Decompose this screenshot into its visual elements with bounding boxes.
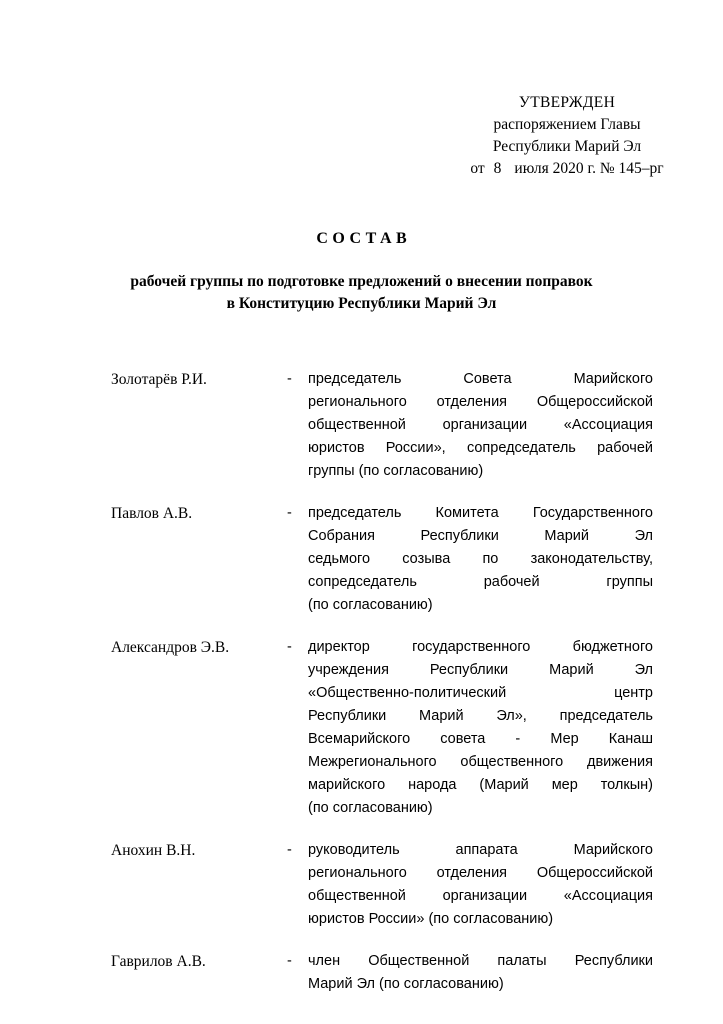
member-dash: - xyxy=(287,842,292,858)
desc-line: группы (по согласованию) xyxy=(308,463,484,479)
desc-line: член Общественной палаты Республики xyxy=(308,953,653,969)
member-description xyxy=(308,368,653,483)
desc-line: Собрания Республики Марий Эл xyxy=(308,528,653,544)
desc-line: «Общественно-политический центр xyxy=(308,685,653,701)
approval-block xyxy=(452,92,682,180)
document-subtitle xyxy=(105,271,618,315)
desc-line: юристов России» (по согласованию) xyxy=(308,911,554,927)
date-rest: июля 2020 г. № 145–рг xyxy=(514,160,664,177)
member-dash: - xyxy=(287,639,292,655)
date-day: 8 xyxy=(493,160,502,177)
member-description xyxy=(308,950,653,996)
list-item xyxy=(111,636,653,820)
desc-line: (по согласованию) xyxy=(308,597,433,613)
desc-line: Республики Марий Эл», председатель xyxy=(308,708,653,724)
desc-line: общественной организации «Ассоциация xyxy=(308,417,653,433)
desc-line: председатель Комитета Государственного xyxy=(308,505,653,521)
desc-line: Межрегионального общественного движения xyxy=(308,754,653,770)
date-prefix: от xyxy=(470,160,485,177)
members-list xyxy=(111,368,653,996)
desc-line: регионального отделения Общероссийской xyxy=(308,865,653,881)
member-name: Анохин В.Н. xyxy=(111,842,196,859)
member-dash: - xyxy=(287,505,292,521)
desc-line: директор государственного бюджетного xyxy=(308,639,653,655)
subtitle-line-1: рабочей группы по подготовке предложений о внесении поправок xyxy=(130,273,593,290)
member-description xyxy=(308,502,653,617)
member-dash: - xyxy=(287,953,292,969)
approval-line-2: распоряжением Главы xyxy=(493,116,641,133)
desc-line: сопредседатель рабочей группы xyxy=(308,574,653,590)
approval-date-line xyxy=(452,158,682,180)
desc-line: марийского народа (Марий мер толкын) xyxy=(308,777,653,793)
member-name: Александров Э.В. xyxy=(111,639,230,656)
list-item xyxy=(111,368,653,483)
desc-line: регионального отделения Общероссийской xyxy=(308,394,653,410)
desc-line: Всемарийского совета - Мер Канаш xyxy=(308,731,653,747)
approval-line-3: Республики Марий Эл xyxy=(492,138,642,155)
desc-line: учреждения Республики Марий Эл xyxy=(308,662,653,678)
page-title: СОСТАВ xyxy=(316,230,412,247)
member-name: Золотарёв Р.И. xyxy=(111,371,207,388)
list-item xyxy=(111,950,653,996)
approval-heading: УТВЕРЖДЕН xyxy=(518,94,616,111)
desc-line: общественной организации «Ассоциация xyxy=(308,888,653,904)
list-item xyxy=(111,839,653,931)
member-name: Павлов А.В. xyxy=(111,505,193,522)
desc-line: председатель Совета Марийского xyxy=(308,371,653,387)
member-dash: - xyxy=(287,371,292,387)
desc-line: седьмого созыва по законодательству, xyxy=(308,551,653,567)
subtitle-line-2: в Конституцию Республики Марий Эл xyxy=(226,295,497,312)
desc-line: юристов России», сопредседатель рабочей xyxy=(308,440,653,456)
list-item xyxy=(111,502,653,617)
desc-line: руководитель аппарата Марийского xyxy=(308,842,653,858)
member-description xyxy=(308,636,653,820)
member-name: Гаврилов А.В. xyxy=(111,953,206,970)
desc-line: (по согласованию) xyxy=(308,800,433,816)
desc-line: Марий Эл (по согласованию) xyxy=(308,976,504,992)
member-description xyxy=(308,839,653,931)
